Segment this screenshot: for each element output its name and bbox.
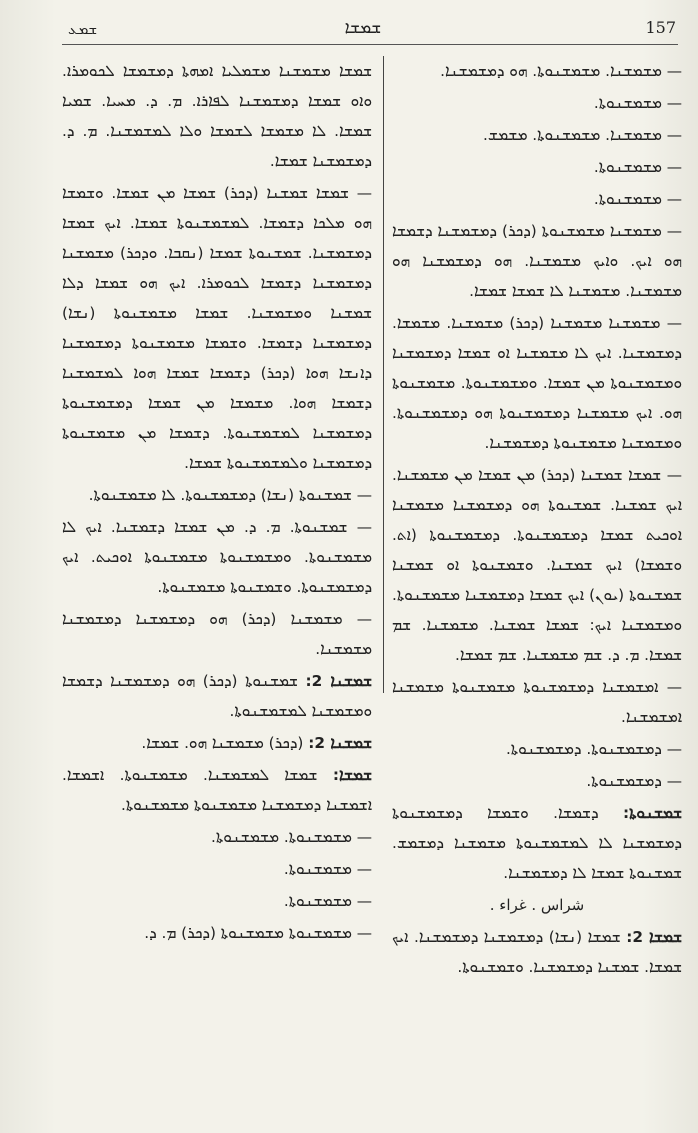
dictionary-entry bbox=[392, 152, 682, 182]
dictionary-entry bbox=[392, 672, 682, 732]
running-header-title: ܫܡܫܐ bbox=[344, 18, 382, 38]
entry-text: — ܫܡܫܢܘܬܐ (ܢܫܐ) ܕܡܫܡܫܢܘܬܐ. ܠܐ ܡܫܡܫܢܘܬܐ. bbox=[88, 486, 372, 504]
entry-headword: ܫܡܫܢܘܬܐ: bbox=[623, 804, 682, 822]
dictionary-entry bbox=[392, 922, 682, 982]
dictionary-entry bbox=[392, 460, 682, 670]
dictionary-entry bbox=[392, 890, 682, 920]
dictionary-entry bbox=[392, 184, 682, 214]
entry-text: — ܡܫܡܫܢܐ. ܡܫܡܫܢܘܬܐ. ܡܫܡܫ. bbox=[483, 126, 682, 144]
entry-text: — ܡܫܡܫܢܘܬܐ. ܡܫܡܫܢܘܬܐ. bbox=[211, 828, 372, 846]
dictionary-entry bbox=[392, 734, 682, 764]
entry-text: ܫܡܫܢܘܬܐ (ܕܟܪ) ܗܘ ܕܡܫܡܫܢܐ ܕܫܡܫܐ ܘܡܫܡܫܢܐ ܠܡܫܡܫܢܘܬܐ. bbox=[62, 672, 372, 720]
dictionary-entry bbox=[62, 822, 372, 852]
dictionary-entry bbox=[392, 216, 682, 306]
dictionary-entry bbox=[62, 56, 372, 176]
entry-text: ܫܡܫܐ ܡܫܡܫܢܐ ܡܫܡܠܝܐ ܐܡܗܬܐ ܕܡܫܡܫܐ ܠܟܘܡܪܐ. ܘܐܘ ܫܡܫܐ ܕܡܫܡܫܢܐ ܠܦܐܪܐ. ܡ. ܕ. ܡܚܝܐ. ܫܡܝܐ ܫܡܫܐ. ܠܐ ܡܫܡܫܐ ܠܫܡܫܐ ܘܠܐ ܠܡܫܡܫܢܐ. ܡ. ܕ. ܕܡܫܡܫܢܐ ܫܡܫܐ. bbox=[62, 62, 372, 170]
dictionary-entry bbox=[392, 120, 682, 150]
page-number: 157 bbox=[645, 18, 676, 37]
entry-text: — ܡܫܡܫܢܐ. ܡܫܡܫܢܘܬܐ. ܗܘ ܕܡܫܡܫܢܐ. bbox=[440, 62, 682, 80]
right-column bbox=[392, 56, 682, 984]
dictionary-entry bbox=[62, 760, 372, 820]
entry-headword: ܫܡܫܐ 2: bbox=[626, 928, 682, 946]
dictionary-entry bbox=[62, 918, 372, 948]
dictionary-entry bbox=[62, 604, 372, 664]
dictionary-entry bbox=[62, 854, 372, 884]
entry-text: — ܡܫܡܫܢܘܬܐ. bbox=[593, 158, 682, 176]
entry-text: — ܡܫܡܫܢܐ (ܕܟܪ) ܗܘ ܕܡܫܡܫܢܐ ܕܡܫܡܫܢܐ ܡܫܡܫܢܐ. bbox=[62, 610, 372, 658]
dictionary-entry bbox=[62, 728, 372, 758]
dictionary-entry bbox=[62, 886, 372, 916]
dictionary-entry bbox=[392, 798, 682, 888]
entry-text: — ܫܡܫܢܘܬܐ. ܡ. ܕ. ܡܢ ܫܡܫܐ ܕܫܡܫܢܐ. ܐܝܟ ܠܐ ܡܫܡܫܢܘܬܐ. ܘܡܫܡܫܢܘܬܐ ܡܫܡܫܢܘܬܐ ܐܘܟܝܬ. ܐܝܟ ܕܡܫܡܫܢܘܬܐ. ܘܫܡܫܢܘܬܐ ܡܫܡܫܢܘܬܐ. bbox=[62, 518, 372, 596]
dictionary-entry bbox=[62, 480, 372, 510]
entry-text: — ܡܫܡܫܢܘܬܐ. bbox=[283, 892, 372, 910]
header-rule bbox=[62, 44, 678, 45]
entry-headword: ܫܡܫܢܐ 2: bbox=[305, 672, 372, 690]
entry-text: — ܡܫܡܫܢܘܬܐ. bbox=[593, 190, 682, 208]
dictionary-entry bbox=[392, 766, 682, 796]
entry-text: — ܡܫܡܫܢܐ ܡܫܡܫܢܘܬܐ (ܕܟܪ) ܕܡܫܡܫܢܐ ܕܫܡܫܐ ܗܘ ܐܝܟ. ܘܐܝܟ ܡܫܡܫܢܐ. ܗܘ ܕܡܫܡܫܢܐ ܗܘ ܡܫܡܫܢܐ. ܡܫܡܫܢܐ ܠܐ ܫܡܫܐ ܫܡܫܐ. bbox=[392, 222, 682, 300]
entry-headword: ܫܡܫܐ: bbox=[332, 766, 372, 784]
dictionary-entry bbox=[62, 178, 372, 478]
entry-text: — ܐܡܫܡܫܢܐ ܕܡܫܡܫܢܘܬܐ ܡܫܡܫܢܘܬܐ ܡܫܡܫܢܐ ܐܡܫܡܫܢܐ. bbox=[392, 678, 682, 726]
left-column bbox=[62, 56, 372, 950]
entry-text: ܫܡܫܐ (ܢܫܐ) ܕܡܫܡܫܢܐ ܕܡܫܡܫܢܐ. ܐܝܟ ܫܡܫܐ. ܫܡܫܢܐ ܕܡܫܡܫܢܐ. ܘܫܡܫܢܘܬܐ. bbox=[392, 928, 682, 976]
dictionary-entry bbox=[62, 512, 372, 602]
entry-text: (ܕܟܪ) ܡܫܡܫܢܐ ܗܘ. ܫܡܫܐ. bbox=[141, 734, 304, 752]
page-header bbox=[50, 18, 676, 42]
entry-text: ܫܡܫܐ ܠܡܫܡܫܢܐ. ܡܫܡܫܢܘܬܐ. ܐܫܡܫܐ. ܐܫܡܫܢܐ ܕܡܫܡܫܢܐ ܡܫܡܫܢܘܬܐ ܡܫܡܫܢܘܬܐ. bbox=[62, 766, 372, 814]
entry-text: شراس . غراء . bbox=[489, 896, 585, 914]
dictionary-entry bbox=[392, 88, 682, 118]
entry-text: — ܕܡܫܡܫܢܘܬܐ. bbox=[586, 772, 682, 790]
entry-text: — ܡܫܡܫܢܐ ܡܫܡܫܢܐ (ܕܟܪ) ܡܫܡܫܢܐ. ܡܫܡܫܐ. ܕܡܫܡܫܢܐ. ܐܝܟ ܠܐ ܡܫܡܫܢܐ ܐܘ ܫܡܫܐ ܕܡܫܡܫܢܐ ܘܡܫܡܫܢܘܬܐ ܡܢ ܫܡܫܐ. ܘܡܫܡܫܢܘܬܐ. ܡܫܡܫܢܘܬܐ ܗܘ. ܐܝܟ ܡܫܡܫܢܐ ܕܡܫܡܫܢܘܬܐ ܗܘ ܕܡܫܡܫܢܘܬܐ. ܘܡܫܡܫܢܐ ܡܫܡܫܢܘܬܐ ܕܡܫܡܫܢܐ. bbox=[392, 314, 682, 452]
dictionary-entry bbox=[62, 666, 372, 726]
entry-text: — ܕܡܫܡܫܢܘܬܐ. ܕܡܫܡܫܢܘܬܐ. bbox=[505, 740, 682, 758]
dictionary-entry bbox=[392, 308, 682, 458]
entry-text: — ܫܡܫܐ ܫܡܫܢܐ (ܕܟܪ) ܫܡܫܐ ܡܢ ܫܡܫܐ. ܘܫܡܫܐ ܗܘ ܡܠܟܐ ܕܫܡܫܐ. ܠܡܫܡܫܢܘܬܐ ܫܡܫܐ. ܐܝܟ ܫܡܫܐ ܕܡܫܡܫܢܐ. ܫܡܫܢܘܬܐ ܫܡܫܐ (ܢܩܒܐ. ܘܕܟܪ) ܡܫܡܫܢܐ ܕܡܫܡܫܢܐ ܕܫܡܫܐ ܠܟܘܡܪܐ. ܐܝܟ ܗܘ ܫܡܫܐ ܕܠܐ ܫܡܫܢܐ ܘܡܫܡܫܢܐ. ܫܡܫܐ ܡܫܡܫܢܘܬܐ (ܢܫܐ) ܕܡܫܡܫܢܐ ܕܫܡܫܐ. ܘܫܡܫܐ ܡܫܡܫܢܘܬܐ ܕܡܫܡܫܢܐ ܕܐܢܫܐ ܗܘܐ (ܕܟܪ) ܕܫܡܫܐ ܫܡܫܐ ܗܘܐ ܠܡܫܡܫܢܐ ܕܫܡܫܐ ܗܘܐ. ܡܫܡܫܐ ܡܢ ܫܡܫܐ ܕܡܫܡܫܢܘܬܐ ܕܡܫܡܫܢܐ ܠܡܫܡܫܢܘܬܐ. ܕܫܡܫܐ ܡܢ ܡܫܡܫܢܘܬܐ ܕܡܫܡܫܢܐ ܘܠܡܫܡܫܢܘܬܐ ܫܡܫܐ. bbox=[62, 184, 372, 472]
entry-text: ܕܫܡܫܐ. ܘܫܡܫܐ ܕܡܫܡܫܢܘܬܐ ܕܡܫܡܫܢܐ ܠܐ ܠܡܫܡܫܢܘܬܐ ܡܫܡܫܢܐ ܕܡܫܡܫ. ܫܡܫܢܘܬܐ ܫܡܫܐ ܠܐ ܕܡܫܡܫܢܐ. bbox=[392, 804, 682, 882]
entry-text: — ܫܡܫܐ ܫܡܫܢܐ (ܕܟܪ) ܡܢ ܫܡܫܐ ܡܢ ܡܫܡܫܢܐ. ܐܝܟ ܫܡܫܢܐ. ܫܡܫܢܘܬܐ ܗܘ ܕܡܫܡܫܢܐ ܡܫܡܫܢܐ ܐܘܟܝܬ ܫܡܫܐ ܕܡܫܡܫܢܘܬܐ. ܕܡܫܡܫܢܘܬܐ (ܐܬ. ܘܫܡܫܐ) ܐܝܟ ܫܡܫܢܐ. ܘܫܡܫܢܘܬܐ ܐܘ ܫܡܫܢܐ ܫܡܫܢܘܬܐ (ܝܘܢ) ܐܝܟ ܫܡܫܐ ܕܡܫܡܫܢܐ ܡܫܡܫܢܘܬܐ. ܘܡܫܡܫܢܐ ܐܝܟ: ܫܡܫܐ ܫܡܫܢܐ. ܡܫܡܫܢܐ. ܫܡ ܫܡܫܐ. ܡ. ܕ. ܫܡ ܡܫܡܫܢܐ. ܫܡ ܫܡܫܐ. bbox=[392, 466, 682, 664]
dictionary-entry bbox=[392, 56, 682, 86]
entry-text: — ܡܫܡܫܢܘܬܐ. bbox=[593, 94, 682, 112]
column-divider bbox=[383, 56, 384, 693]
entry-text: — ܡܫܡܫܢܘܬܐ ܡܫܡܫܢܘܬܐ (ܕܟܪ) ܡ. ܕ. bbox=[144, 924, 372, 942]
entry-text: — ܡܫܡܫܢܘܬܐ. bbox=[283, 860, 372, 878]
entry-headword: ܫܡܫܢܐ 2: bbox=[308, 734, 372, 752]
running-header-left: ܫܡܥ bbox=[68, 20, 98, 38]
